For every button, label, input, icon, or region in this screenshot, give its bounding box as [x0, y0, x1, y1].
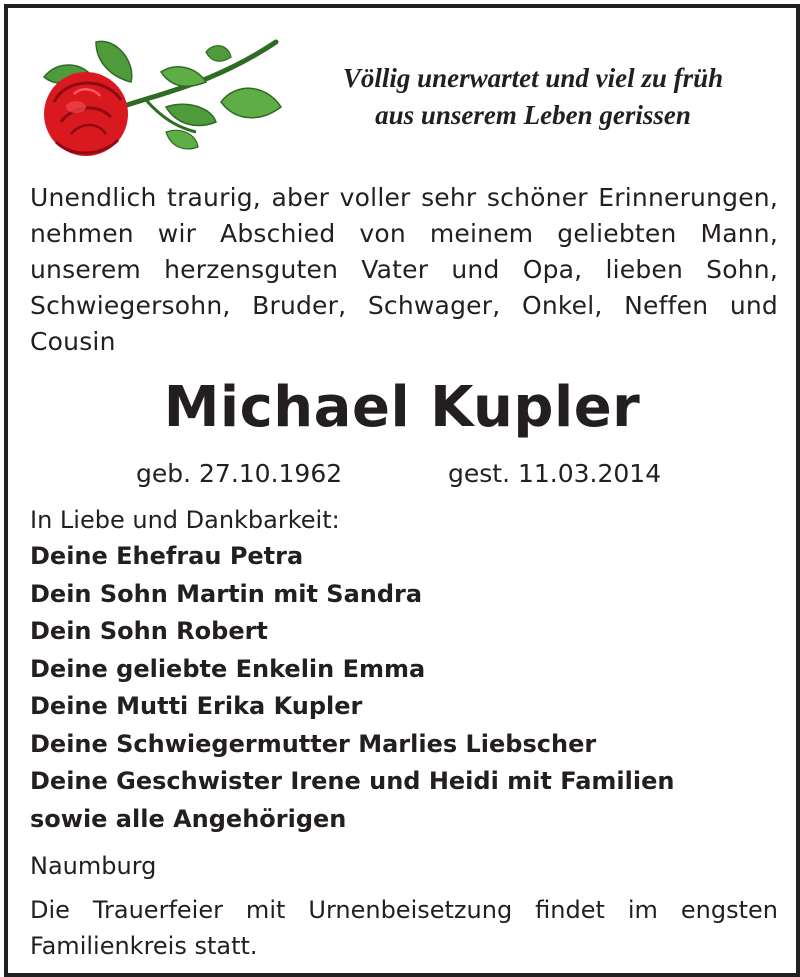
motto — [288, 60, 778, 134]
birth-date: geb. 27.10.1962 — [136, 459, 343, 488]
obituary-notice — [4, 4, 800, 977]
mourner-item: Deine Mutti Erika Kupler — [30, 692, 363, 720]
intro-text: Unendlich traurig, aber voller sehr schöner Erinnerungen, nehmen wir Abschied von meinem geliebten Mann, unserem herzensguten Vater und Opa, lieben Sohn, Schwiegersohn, Bruder, Schwager, Onkel, Neffen und Cousin — [30, 183, 778, 356]
funeral-note: Die Trauerfeier mit Urnenbeisetzung findet im engsten Familienkreis statt. — [30, 896, 778, 960]
mourner-item: Dein Sohn Robert — [30, 617, 268, 645]
mourners-list — [30, 538, 674, 838]
mourner-item: Deine Geschwister Irene und Heidi mit Familien — [30, 767, 675, 795]
thanks-line: In Liebe und Dankbarkeit: — [30, 506, 340, 534]
deceased-name: Michael Kupler — [163, 375, 641, 440]
mourner-item: Dein Sohn Martin mit Sandra — [30, 579, 423, 608]
motto-line-2: aus unserem Leben gerissen — [375, 100, 691, 130]
mourner-item: Deine geliebte Enkelin Emma — [30, 654, 426, 683]
death-date: gest. 11.03.2014 — [448, 459, 662, 488]
motto-line-1: Völlig unerwartet und viel zu früh — [342, 63, 724, 93]
mourner-item: Deine Schwiegermutter Marlies Liebscher — [30, 729, 597, 758]
place: Naumburg — [30, 852, 157, 880]
mourner-item: Deine Ehefrau Petra — [30, 542, 304, 570]
red-rose-image — [26, 22, 286, 172]
mourner-item: sowie alle Angehörigen — [30, 804, 347, 833]
